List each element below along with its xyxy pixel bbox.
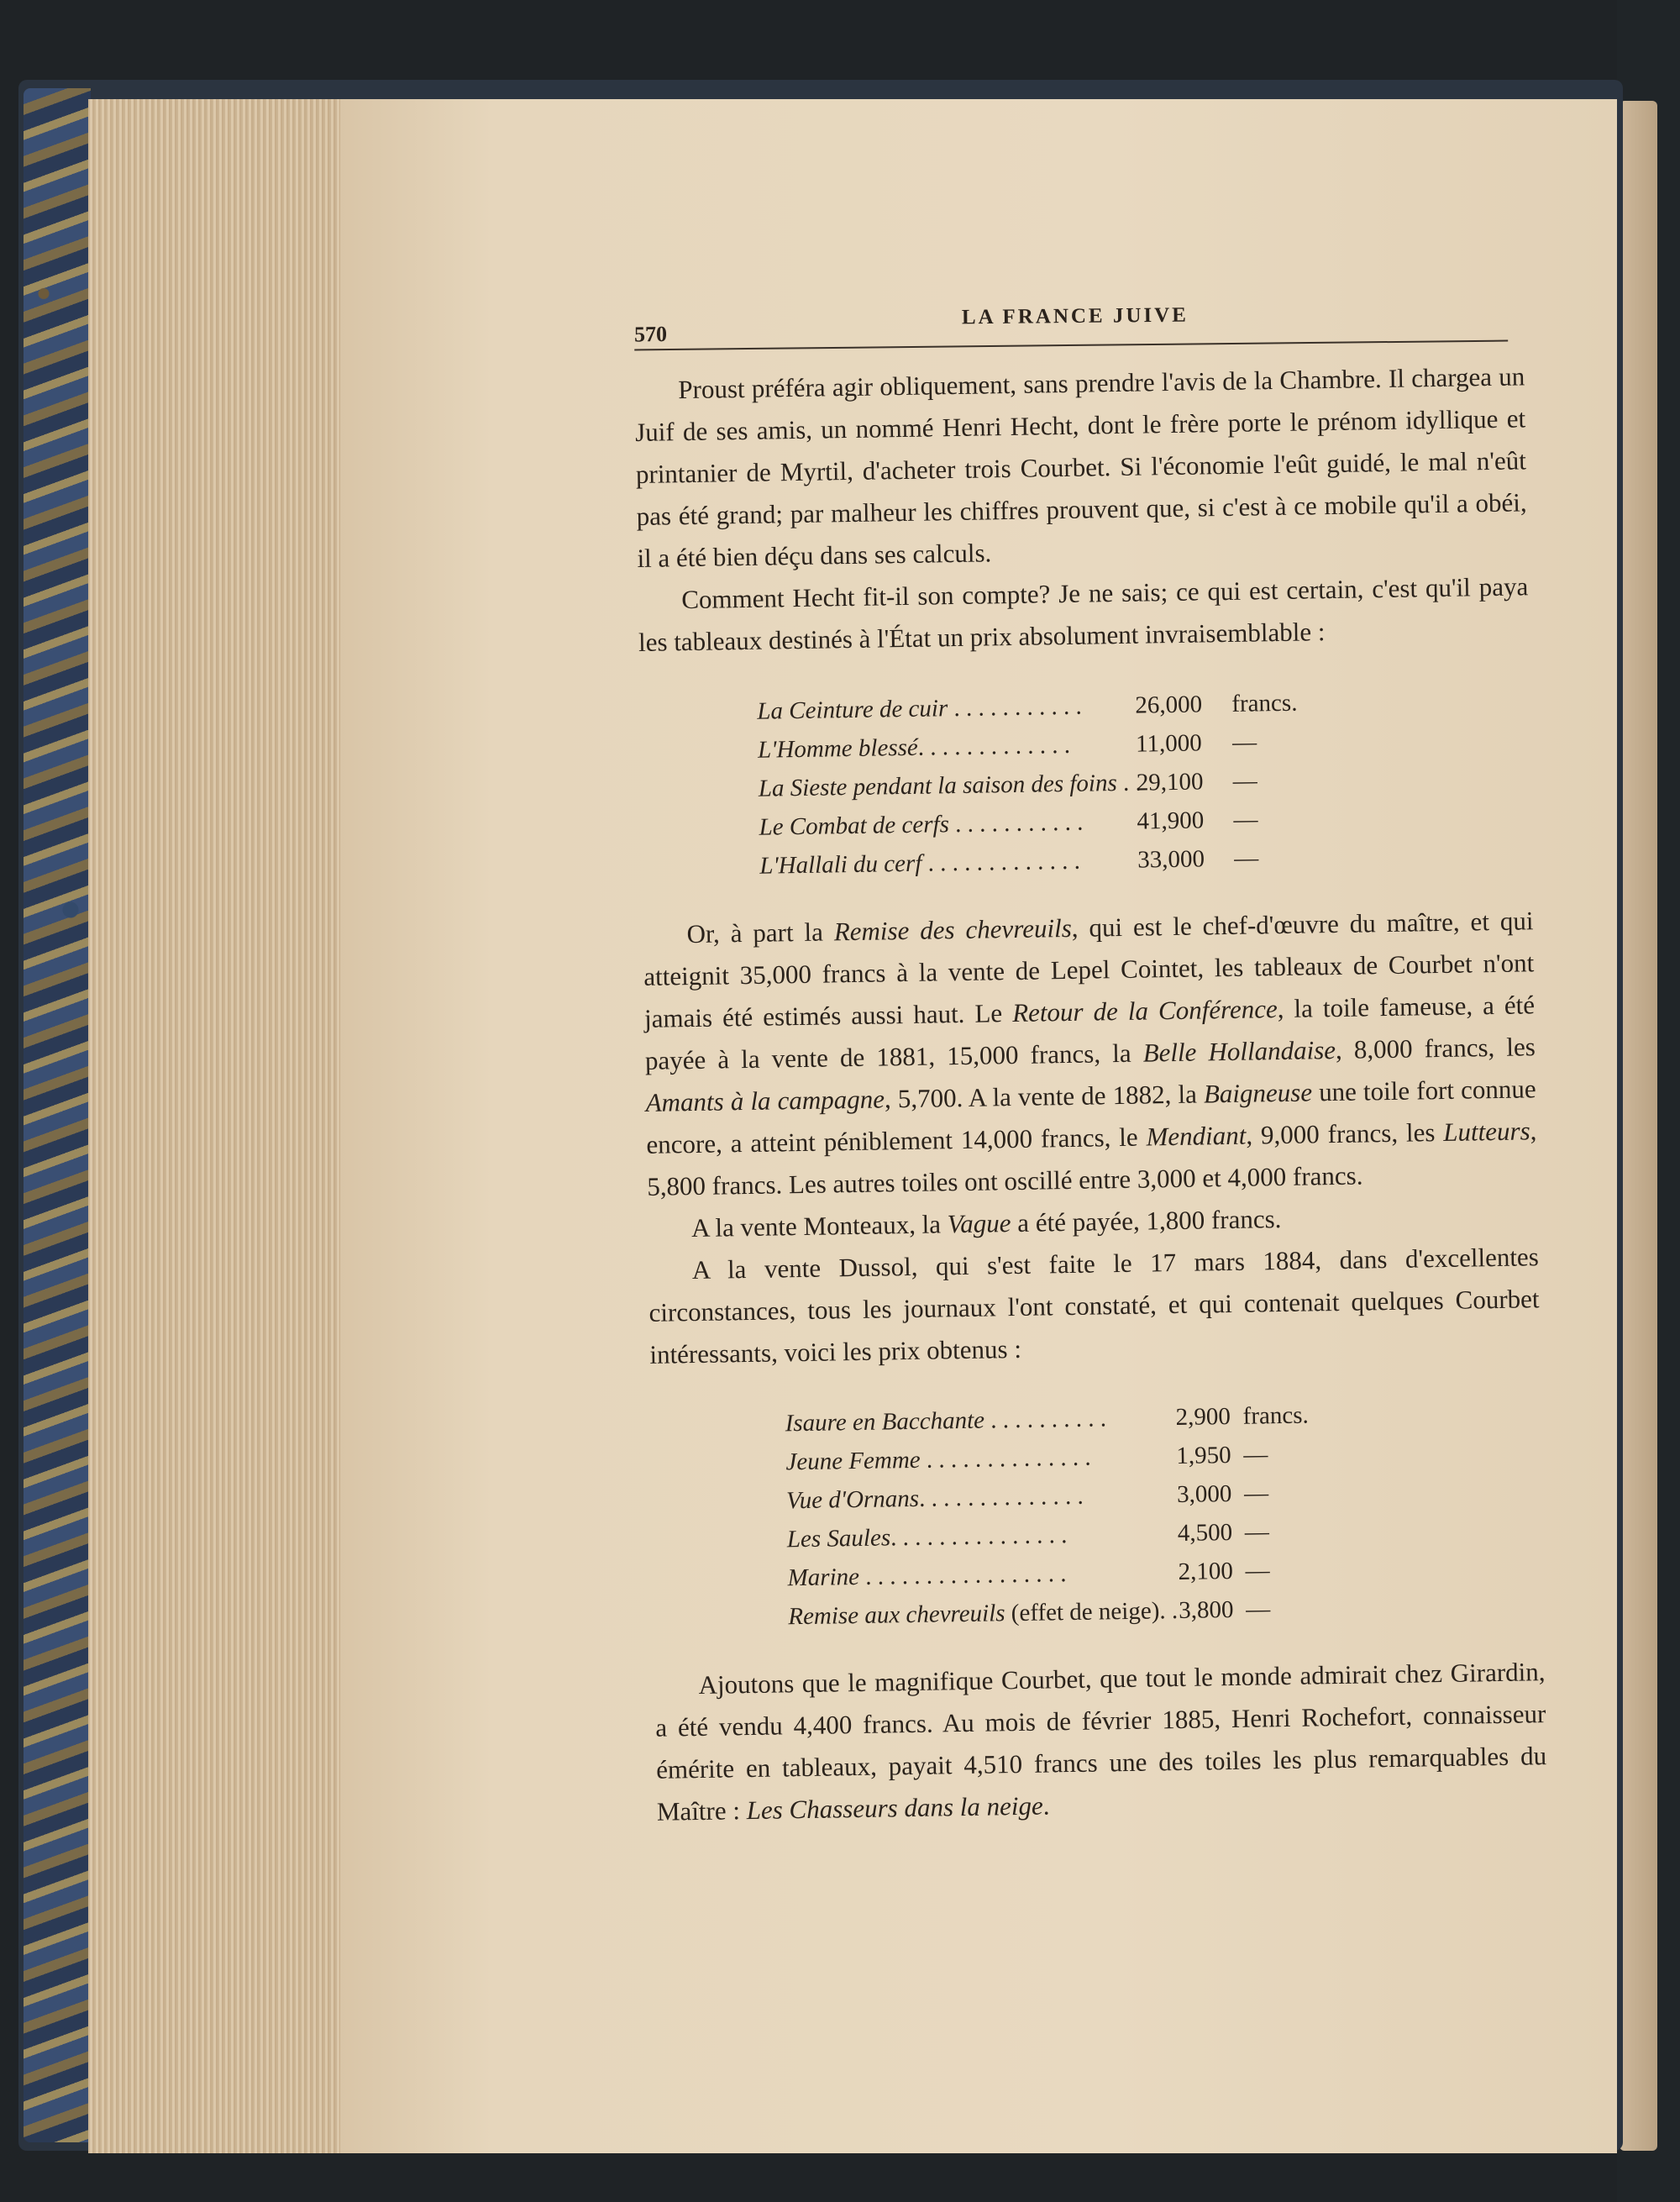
price-unit: —: [1246, 1595, 1271, 1623]
painting-title-text: La Ceinture de cuir: [757, 695, 948, 725]
price-list-dussol: [650, 1390, 1544, 1637]
leader-dots: . . . . . . . . . . .: [948, 692, 1082, 723]
painting-title-text: L'Homme blessé: [757, 733, 919, 764]
price-amount: 29,100: [1136, 768, 1204, 796]
p3-text: , 9,000 francs, les: [1246, 1117, 1444, 1150]
paragraph-5: A la vente Dussol, qui s'est faite le 17 mars 1884, dans d'excellentes circonstances, tous les journaux l'ont constaté, et qui contenait quelques Courbet intéressants, voici les prix obtenus :: [648, 1242, 1540, 1369]
price-amount: 11,000: [1135, 729, 1203, 758]
price-list-state: [639, 678, 1532, 886]
p3-text: , 5,700. A la vente de 1882, la: [884, 1079, 1205, 1114]
leader-dots: . . . . . . . . . . .: [948, 808, 1084, 838]
price-unit: —: [1243, 1441, 1268, 1469]
price-unit: —: [1233, 844, 1259, 872]
p6-text: Ajoutons que le magnifique Courbet, que tout le monde admirait chez Girardin, a été vendu 4,400 francs. Au mois de février 1885, Henri Rochefort, connaisseur émérite en tableaux, payait 4,510 francs une des toiles les plus remarquables du Maître :: [655, 1657, 1547, 1826]
price-amount: 26,000: [1135, 691, 1203, 719]
page-body: [634, 355, 1547, 1832]
price-unit: —: [1244, 1518, 1270, 1546]
page-edges: [88, 99, 340, 2153]
leader-dots: . . . . . . . . . .: [984, 1405, 1107, 1434]
price-amount: 2,100: [1178, 1557, 1234, 1586]
painting-title-text: Isaure en Bacchante: [785, 1406, 985, 1437]
p3-title: Retour de la Conférence: [1011, 994, 1278, 1028]
p6-text: .: [1042, 1790, 1050, 1821]
p3-text: , 8,000 francs, les: [1335, 1032, 1536, 1064]
price-amount: 1,950: [1176, 1441, 1231, 1470]
price-unit: —: [1233, 806, 1258, 833]
price-unit: —: [1243, 1479, 1269, 1507]
painting-title-text: Vue d'Ornans: [785, 1485, 920, 1515]
painting-title-text: La Sieste pendant la saison des foins: [758, 770, 1118, 802]
price-unit: francs.: [1231, 689, 1298, 717]
painting-title-text: Jeune Femme: [785, 1446, 921, 1476]
p3-text: , 5,800 francs. Les autres toiles ont oscillé entre 3,000 et 4,000 francs.: [647, 1116, 1537, 1201]
page-number: 570: [633, 322, 668, 347]
p3-title: Lutteurs: [1442, 1116, 1530, 1147]
p3-text: une toile fort connue encore, a atteint péniblement 14,000 francs, le: [646, 1074, 1536, 1159]
price-amount: 4,500: [1177, 1518, 1233, 1548]
p3-text: Or, à part la: [686, 917, 835, 949]
paragraph-2: Comment Hecht fit-il son compte? Je ne sais; ce qui est certain, c'est qu'il paya les tableaux destinés à l'État un prix absolument invraisemblable :: [638, 571, 1529, 657]
leader-dots: . . . . . . . . . . . . . .: [920, 1443, 1091, 1474]
leader-dots: . . . . . . . . . . . . .: [921, 847, 1081, 877]
painting-title-suffix: (effet de neige): [1005, 1597, 1160, 1627]
leader-dots: . . . . . . . . . . . . . . . . .: [858, 1560, 1067, 1590]
leader-dots: . .: [1116, 769, 1142, 797]
price-amount: 41,900: [1137, 807, 1205, 835]
p4-title: Vague: [947, 1208, 1011, 1239]
p4-text: a été payée, 1,800 francs.: [1011, 1204, 1282, 1238]
running-head: LA FRANCE JUIVE: [961, 303, 1189, 329]
price-amount: 2,900: [1175, 1403, 1231, 1432]
marbled-endpaper: [24, 88, 91, 2142]
next-page-edge: [1620, 101, 1657, 2151]
painting-title-text: Marine: [787, 1563, 860, 1592]
leader-dots: . . . . . . . . . . . . . .: [918, 1482, 1084, 1512]
leader-dots: . . . . . . . . . . . . .: [917, 731, 1071, 761]
paragraph-1: Proust préféra agir obliquement, sans prendre l'avis de la Chambre. Il chargea un Juif de ses amis, un nommé Henri Hecht, dont le frère porte le prénom idyllique et printanier de Myrtil, d'acheter trois Courbet. Si l'économie l'eût guidé, le mal n'eût pas été grand; par malheur les chiffres prouvent que, si c'est à ce mobile qu'il a obéi, il a été bien déçu dans ses calculs.: [634, 361, 1527, 573]
price-amount: 33,000: [1137, 845, 1205, 874]
price-amount: 3,800: [1179, 1595, 1234, 1624]
p3-title: Mendiant: [1146, 1120, 1247, 1152]
leader-dots: . . . . . . . . . . . . . . .: [890, 1521, 1068, 1552]
painting-title-text: Le Combat de cerfs: [759, 811, 950, 841]
p3-title: Belle Hollandaise: [1142, 1034, 1336, 1068]
price-unit: —: [1232, 767, 1258, 795]
painting-title: [759, 840, 1080, 887]
price-unit: francs.: [1242, 1401, 1309, 1430]
p6-title: Les Chasseurs dans la neige: [746, 1790, 1044, 1826]
painting-title-text: Remise aux chevreuils: [788, 1600, 1005, 1631]
painting-title: [788, 1590, 1179, 1637]
price-unit: —: [1231, 728, 1257, 756]
paragraph-6: [654, 1651, 1547, 1833]
leader-dots: . .: [1159, 1597, 1179, 1625]
page-header: [634, 297, 1509, 356]
p3-title: Amants à la campagne: [645, 1084, 885, 1117]
p4-text: A la vente Monteaux, la: [690, 1209, 948, 1243]
painting-title-text: Les Saules: [786, 1524, 891, 1553]
paragraph-3: [643, 900, 1537, 1208]
painting-title-text: L'Hallali du cerf: [759, 849, 922, 880]
p3-text: , la toile fameuse, a été payée à la vente de 1881, 15,000 francs, la: [644, 990, 1536, 1075]
p3-title: Remise des chevreuils: [833, 912, 1073, 947]
p3-text: , qui est le chef-d'œuvre du maître, et qui atteignit 35,000 francs à la vente de Lepel Cointet, les tableaux de Courbet n'ont jamais été estimés aussi haut. Le: [643, 906, 1535, 1033]
p3-title: Baigneuse: [1203, 1077, 1313, 1109]
price-amount: 3,000: [1176, 1479, 1232, 1509]
price-unit: —: [1245, 1557, 1270, 1584]
